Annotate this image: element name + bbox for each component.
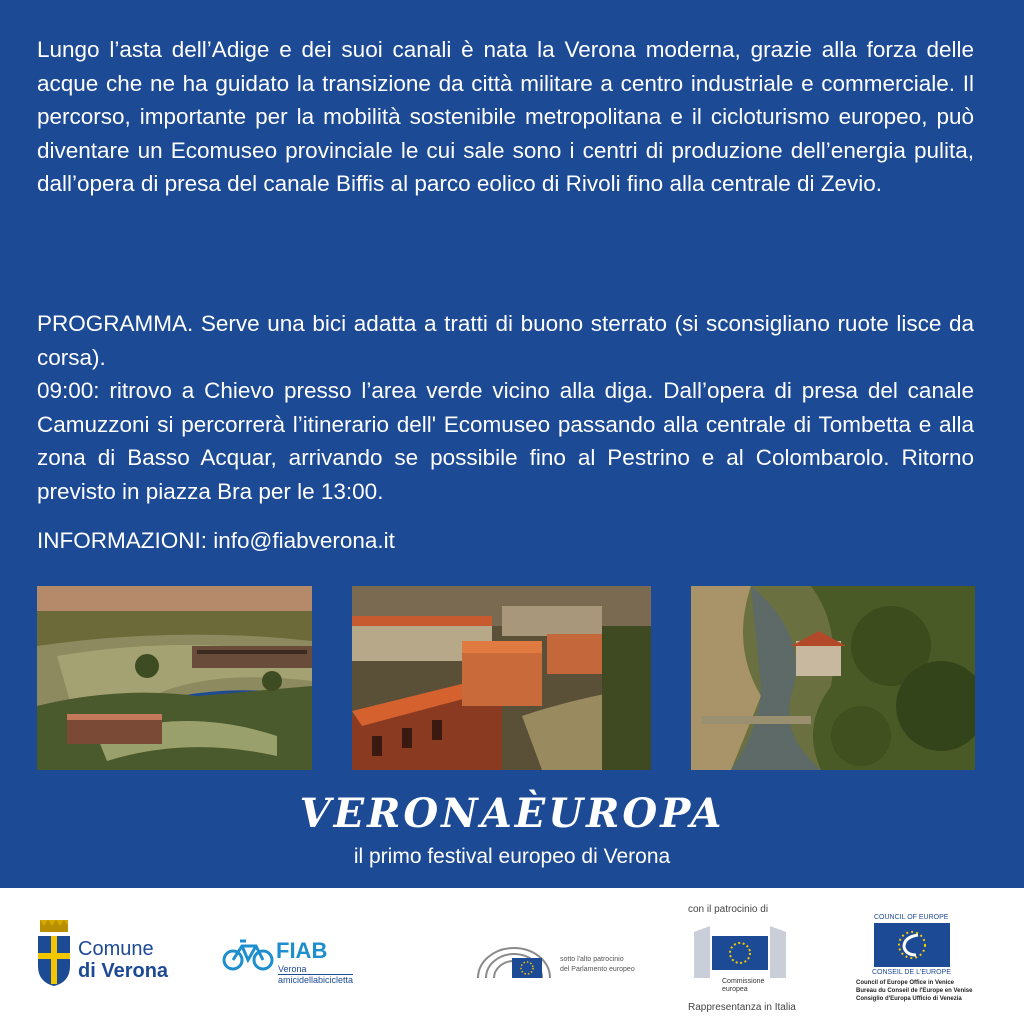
coe-top-label: COUNCIL OF EUROPE (874, 914, 949, 921)
intro-paragraph: Lungo l’asta dell’Adige e dei suoi canali è nata la Verona moderna, grazie alla forza delle acque che ne ha guidato la transizione da città militare a centro industriale e commerciale. Il percorso, importante per la mobilità sostenibile metropolitana e il cicloturismo europeo, può diventare un Ecomuseo provinciale le cui sale sono i centri di produzione dell’energia pulita, dall’opera di presa del canale Biffis al parco eolico di Rivoli fino alla centrale di Zevio. (37, 37, 974, 196)
coe-line3: Consiglio d'Europa Ufficio di Venezia (856, 996, 962, 1002)
fiab-sub1: Verona (278, 964, 307, 974)
patrocinio-label: con il patrocinio di (688, 904, 769, 915)
coe-line1: Council of Europe Office in Venice (856, 980, 955, 986)
sponsor-footer (0, 888, 1024, 1024)
parlamento-line2: del Parlamento europeo (560, 966, 635, 973)
photo-industrial-buildings (352, 586, 651, 770)
commissione-europea-logo (688, 904, 808, 1024)
photo-river-trees (691, 586, 975, 770)
rappresentanza-label: Rappresentanza in Italia (688, 1002, 796, 1013)
fiab-name: FIAB (276, 938, 328, 963)
comune-line2: di Verona (78, 960, 169, 982)
commissione-line1: Commissione (722, 978, 765, 985)
program-section (37, 307, 974, 508)
commission-building-icon (690, 922, 790, 978)
coe-line2: Bureau du Conseil de l'Europe en Venise (856, 988, 973, 994)
commissione-line2: europea (722, 986, 748, 993)
festival-brand: VERONAÈUROPA (299, 790, 725, 837)
council-of-europe-emblem-icon (874, 923, 950, 967)
festival-tagline: il primo festival europeo di Verona (353, 845, 671, 868)
comune-verona-logo (36, 920, 186, 990)
parlamento-line1: sotto l'alto patrocinio (560, 956, 624, 963)
bicycle-icon (222, 936, 274, 972)
fiab-logo (222, 932, 372, 992)
council-of-europe-logo (856, 914, 986, 1014)
info-line: INFORMAZIONI: info@fiabverona.it (37, 528, 395, 553)
parlamento-europeo-logo (476, 946, 646, 986)
verona-coat-of-arms-icon (36, 920, 72, 986)
comune-line1: Comune (78, 938, 154, 960)
schedule-text: 09:00: ritrovo a Chievo presso l’area verde vicino alla diga. Dall’opera di presa del canale Camuzzoni si percorrerà l’itinerario dell' Ecomuseo passando alla centrale di Tombetta e alla zona di Basso Acquar, arrivando se possibile fino al Pestrino e al Colombarolo. Ritorno previsto in piazza Bra per le 13:00. (37, 378, 974, 504)
program-text: PROGRAMMA. Serve una bici adatta a tratti di buono sterrato (si sconsigliano ruote lisce da corsa). (37, 311, 974, 370)
fiab-sub2: amicidellabicicletta (278, 975, 354, 985)
coe-bottom-label: CONSEIL DE L'EUROPE (872, 969, 951, 976)
photo-canal-dam (37, 586, 312, 770)
parliament-hemicycle-icon (476, 946, 552, 980)
